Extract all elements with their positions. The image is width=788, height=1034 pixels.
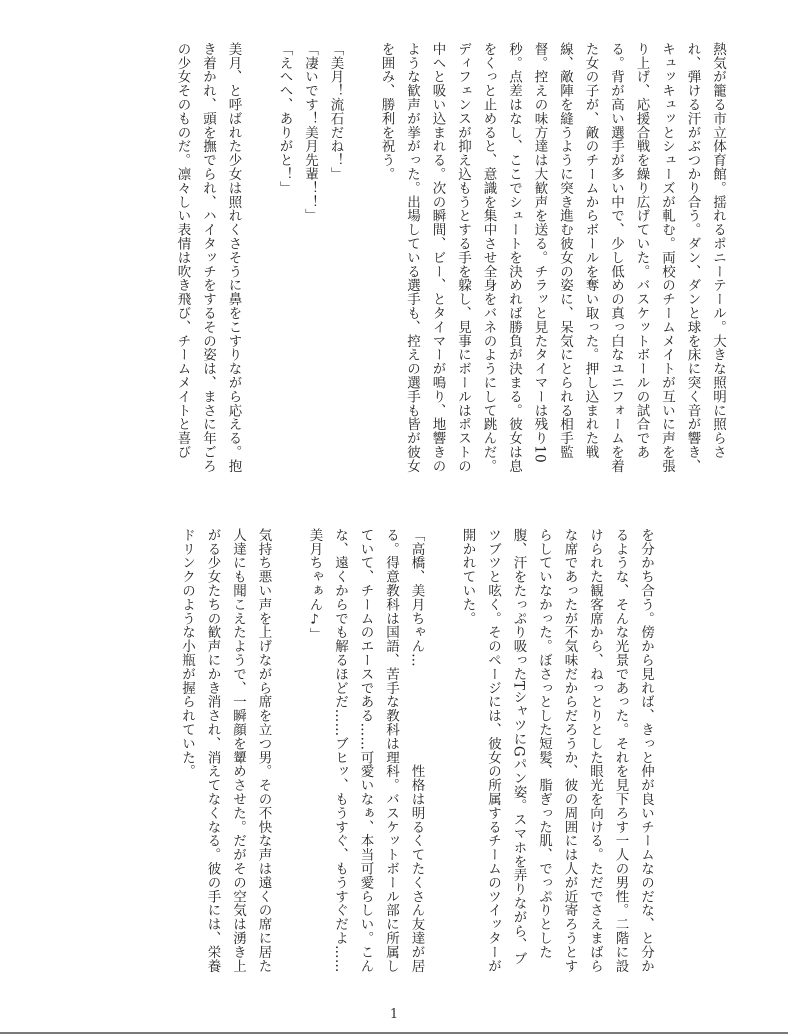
page-number: 1 <box>389 1007 399 1022</box>
dialogue-line: 「高橋、美月ちゃん… 性格は明るくてたくさん友達が居る。得意教科は国語、苦手な教科は理科。バスケットボール部に所属していて、チームのエースである……可愛いなぁ、本当可愛らしい。こんな、遠くからでも解るほどだ……ブヒッ、もうすぐ、もうすぐだよ……美月ちゃぁん♪」 <box>306 528 425 973</box>
dialogue-line: 「凄いです！美月先輩！！」 <box>302 42 318 223</box>
text-column-bottom <box>58 528 658 976</box>
paragraph: 美月、と呼ばれた少女は照れくさそうに鼻をこすりながら応える。抱き着かれ、頭を撫でられ、ハイタッチをするその姿は、まさに年ごろの少女そのものだ。凛々しい表情は吹き飛び、チームメイトと喜び <box>174 42 242 473</box>
blank-line <box>276 528 302 976</box>
paragraph: を分かち合う。傍から見れば、きっと仲が良いチームなのだな、と分かるような、そんな光景であった。それを見下ろす一人の男性。二階に設けられた観客席から、ねっとりとした眼光を向ける。ただでさえまばらな席であったが不気味だからだろうか、彼の周囲には人が近寄ろうとすらしていなかった。ぼさっとした短髪、脂ぎった肌、でっぷりとした腹、汗をたっぷり吸ったTシャツにGパン姿。スマホを弄りながら、ブツブツと呟く。そのページには、彼女の所属するチームのツイッターが開かれていた。 <box>459 528 654 973</box>
text-column-top <box>65 42 730 482</box>
paragraph: 熱気が籠る市立体育館。揺れるポニーテール。大きな照明に照らされ、弾ける汗がぶつかり合う。ダン、ダンと球を床に突く音が響き、キュッキュッとシューズが軋む。両校のチームメイトが互いに声を張り上げ、応援合戦を繰り広げていた。バスケットボールの試合である。背が高い選手が多い中で、少し低めの真っ白なユニフォームを着た女の子が、敵のチームからボールを奪い取った。押し込まれた戦線、敵陣を縫うように突き進む彼女の姿に、呆気にとられる相手監督。控えの味方達は大歓声を送る。チラッと見たタイマーは残り10秒。点差はなし、ここでシュートを決めれば勝負が決まる。彼女は息をくっと止めると、意識を集中させ全身をバネのようにして跳んだ。ディフェンスが抑え込もうとする手を躱し、見事にボールはポストの中へと吸い込まれる。次の瞬間、ビー、とタイマーが鳴り、地響きのような歓声が挙がった。出場している選手も、控えの選手も皆が彼女を囲み、勝利を祝う。 <box>378 42 726 473</box>
dialogue-line: 「美月！流石だね！」 <box>327 42 344 181</box>
blank-line <box>246 42 272 482</box>
paragraph: 気持ち悪い声を上げながら席を立つ男。その不快な声は遠くの席に居た人達にも聞こえたようで、一瞬顔を顰めさせた。だがその空気は湧き上がる少女たちの歓声にかき消され、消えてなくなる。彼の手には、栄養ドリンクのような小瓶が握られていた。 <box>179 528 272 973</box>
blank-line <box>429 528 455 976</box>
dialogue-line: 「えへへ、ありがと！」 <box>276 42 293 195</box>
blank-line <box>348 42 374 482</box>
